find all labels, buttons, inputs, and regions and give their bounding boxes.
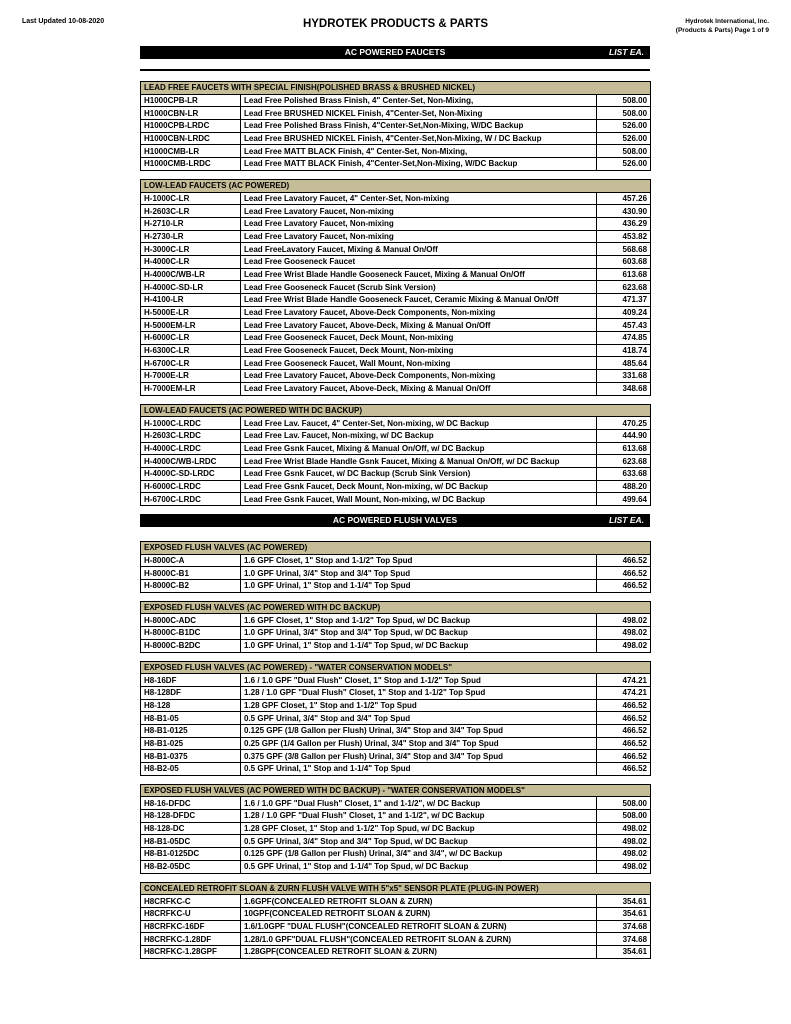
table-row — [141, 712, 651, 725]
section-header: CONCEALED RETROFIT SLOAN & ZURN FLUSH VALVE WITH 5"x5" SENSOR PLATE (PLUG-IN POWER) — [141, 882, 651, 895]
product-description: 1.28 GPF Closet, 1" Stop and 1-1/2" Top Spud, w/ DC Backup — [241, 822, 597, 835]
product-description: Lead Free MATT BLACK Finish, 4" Center-Set, Non-Mixing, — [241, 145, 597, 158]
table-row — [141, 907, 651, 920]
list-price: 466.52 — [597, 724, 651, 737]
list-price: 466.52 — [597, 737, 651, 750]
product-description: Lead Free Lavatory Faucet, Above-Deck Components, Non-mixing — [241, 370, 597, 383]
part-number: H-4100-LR — [141, 294, 241, 307]
table-row — [141, 205, 651, 218]
part-number: H-2603C-LRDC — [141, 429, 241, 442]
category-title: AC POWERED FLUSH VALVES — [332, 515, 458, 525]
table-row — [141, 281, 651, 294]
product-description: 10GPF(CONCEALED RETROFIT SLOAN & ZURN) — [241, 907, 597, 920]
table-row — [141, 467, 651, 480]
list-price: 418.74 — [597, 344, 651, 357]
table-row — [141, 554, 651, 567]
list-price: 453.82 — [597, 230, 651, 243]
product-description: 1.28 GPF Closet, 1" Stop and 1-1/2" Top Spud — [241, 699, 597, 712]
part-number: H1000CMB-LRDC — [141, 158, 241, 171]
list-price: 436.29 — [597, 217, 651, 230]
list-price: 498.02 — [597, 835, 651, 848]
list-price: 568.68 — [597, 243, 651, 256]
part-number: H8-128-DC — [141, 822, 241, 835]
list-price: 508.00 — [597, 94, 651, 107]
part-number: H-7000E-LR — [141, 370, 241, 383]
product-description: 0.5 GPF Urinal, 1" Stop and 1-1/4" Top Spud, w/ DC Backup — [241, 860, 597, 873]
product-table — [140, 661, 651, 776]
list-price-label: LIST EA. — [609, 515, 644, 525]
list-price: 499.64 — [597, 493, 651, 506]
product-description: 1.0 GPF Urinal, 1" Stop and 1-1/4" Top Spud, w/ DC Backup — [241, 639, 597, 652]
product-description: Lead Free Wrist Blade Handle Gooseneck Faucet, Ceramic Mixing & Manual On/Off — [241, 294, 597, 307]
product-description: Lead Free Lavatory Faucet, Above-Deck, Mixing & Manual On/Off — [241, 319, 597, 332]
part-number: H8-B1-0375 — [141, 750, 241, 763]
part-number: H1000CMB-LR — [141, 145, 241, 158]
list-price: 466.52 — [597, 763, 651, 776]
list-price: 633.68 — [597, 467, 651, 480]
part-number: H8CRFKC-C — [141, 895, 241, 908]
table-row — [141, 255, 651, 268]
part-number: H8-B1-0125DC — [141, 848, 241, 861]
table-row — [141, 442, 651, 455]
part-number: H8-128 — [141, 699, 241, 712]
part-number: H8CRFKC-1.28DF — [141, 933, 241, 946]
product-description: Lead Free Wrist Blade Handle Gsnk Faucet, Mixing & Manual On/Off, w/ DC Backup — [241, 455, 597, 468]
product-description: 0.5 GPF Urinal, 3/4" Stop and 3/4" Top Spud, w/ DC Backup — [241, 835, 597, 848]
product-description: 0.125 GPF (1/8 Gallon per Flush) Urinal, 3/4" Stop and 3/4" Top Spud — [241, 724, 597, 737]
product-description: Lead Free Gooseneck Faucet (Scrub Sink Version) — [241, 281, 597, 294]
list-price: 526.00 — [597, 120, 651, 133]
product-description: Lead Free Lavatory Faucet, Above-Deck Components, Non-mixing — [241, 306, 597, 319]
table-row — [141, 933, 651, 946]
table-row — [141, 217, 651, 230]
table-row — [141, 319, 651, 332]
product-table — [140, 784, 651, 874]
part-number: H-5000E-LR — [141, 306, 241, 319]
product-description: Lead Free Lavatory Faucet, 4" Center-Set, Non-mixing — [241, 192, 597, 205]
table-row — [141, 230, 651, 243]
table-row — [141, 810, 651, 823]
table-row — [141, 493, 651, 506]
part-number: H1000CPB-LRDC — [141, 120, 241, 133]
list-price: 526.00 — [597, 158, 651, 171]
product-table — [140, 404, 651, 507]
category-title: AC POWERED FAUCETS — [344, 47, 446, 57]
product-table — [140, 179, 651, 396]
list-price: 623.68 — [597, 281, 651, 294]
category-banner — [140, 514, 650, 527]
part-number: H-6000C-LRDC — [141, 480, 241, 493]
product-table — [140, 882, 651, 959]
part-number: H-6000C-LR — [141, 332, 241, 345]
table-row — [141, 860, 651, 873]
part-number: H1000CBN-LRDC — [141, 132, 241, 145]
table-row — [141, 268, 651, 281]
product-description: 0.25 GPF (1/4 Gallon per Flush) Urinal, 3/4" Stop and 3/4" Top Spud — [241, 737, 597, 750]
part-number: H-4000C/WB-LR — [141, 268, 241, 281]
section-header: EXPOSED FLUSH VALVES (AC POWERED) - "WATER CONSERVATION MODELS" — [141, 661, 651, 674]
table-row — [141, 763, 651, 776]
product-description: Lead Free Lavatory Faucet, Non-mixing — [241, 230, 597, 243]
product-description: Lead Free Lav. Faucet, 4" Center-Set, Non-mixing, w/ DC Backup — [241, 417, 597, 430]
product-description: 0.125 GPF (1/8 Gallon per Flush) Urinal, 3/4" and 3/4", w/ DC Backup — [241, 848, 597, 861]
part-number: H8-B1-0125 — [141, 724, 241, 737]
part-number: H-5000EM-LR — [141, 319, 241, 332]
part-number: H-4000C-LR — [141, 255, 241, 268]
part-number: H8-128DF — [141, 686, 241, 699]
product-description: Lead Free Lav. Faucet, Non-mixing, w/ DC Backup — [241, 429, 597, 442]
table-row — [141, 480, 651, 493]
product-description: Lead Free Polished Brass Finish, 4" Center-Set, Non-Mixing, — [241, 94, 597, 107]
part-number: H-8000C-B1 — [141, 567, 241, 580]
product-description: Lead Free Polished Brass Finish, 4"Center-Set,Non-Mixing, W/DC Backup — [241, 120, 597, 133]
product-description: Lead Free Gooseneck Faucet — [241, 255, 597, 268]
list-price: 474.85 — [597, 332, 651, 345]
list-price: 498.02 — [597, 639, 651, 652]
product-table — [140, 81, 651, 171]
section-header: EXPOSED FLUSH VALVES (AC POWERED WITH DC BACKUP) — [141, 601, 651, 614]
product-description: 1.6GPF(CONCEALED RETROFIT SLOAN & ZURN) — [241, 895, 597, 908]
last-updated: Last Updated 10-08-2020 — [22, 18, 105, 25]
list-price: 354.61 — [597, 945, 651, 958]
list-price: 354.61 — [597, 895, 651, 908]
part-number: H-8000C-A — [141, 554, 241, 567]
part-number: H-4000C-SD-LRDC — [141, 467, 241, 480]
list-price: 623.68 — [597, 455, 651, 468]
product-description: 1.0 GPF Urinal, 3/4" Stop and 3/4" Top Spud, w/ DC Backup — [241, 627, 597, 640]
list-price: 466.52 — [597, 580, 651, 593]
table-row — [141, 357, 651, 370]
table-row — [141, 580, 651, 593]
table-row — [141, 382, 651, 395]
table-row — [141, 243, 651, 256]
table-row — [141, 920, 651, 933]
table-row — [141, 945, 651, 958]
part-number: H-1000C-LRDC — [141, 417, 241, 430]
part-number: H8-128-DFDC — [141, 810, 241, 823]
list-price: 526.00 — [597, 132, 651, 145]
section-header: EXPOSED FLUSH VALVES (AC POWERED) — [141, 542, 651, 555]
company-info — [676, 17, 769, 35]
list-price: 613.68 — [597, 268, 651, 281]
section-header: EXPOSED FLUSH VALVES (AC POWERED WITH DC BACKUP) - "WATER CONSERVATION MODELS" — [141, 784, 651, 797]
table-row — [141, 895, 651, 908]
product-description: 1.28 / 1.0 GPF "Dual Flush" Closet, 1" Stop and 1-1/2" Top Spud — [241, 686, 597, 699]
product-description: Lead Free MATT BLACK Finish, 4"Center-Set,Non-Mixing, W/DC Backup — [241, 158, 597, 171]
list-price: 457.43 — [597, 319, 651, 332]
product-description: Lead FreeLavatory Faucet, Mixing & Manual On/Off — [241, 243, 597, 256]
product-description: Lead Free Gooseneck Faucet, Deck Mount, Non-mixing — [241, 344, 597, 357]
product-description: 0.5 GPF Urinal, 1" Stop and 1-1/4" Top Spud — [241, 763, 597, 776]
product-description: 1.28 / 1.0 GPF "Dual Flush" Closet, 1" and 1-1/2", w/ DC Backup — [241, 810, 597, 823]
part-number: H8-B1-05 — [141, 712, 241, 725]
part-number: H8CRFKC-U — [141, 907, 241, 920]
section-header: LOW-LEAD FAUCETS (AC POWERED WITH DC BACKUP) — [141, 404, 651, 417]
divider — [140, 69, 650, 71]
table-row — [141, 145, 651, 158]
product-description: 1.6 GPF Closet, 1" Stop and 1-1/2" Top Spud, w/ DC Backup — [241, 614, 597, 627]
product-description: 1.6 / 1.0 GPF "Dual Flush" Closet, 1" and 1-1/2", w/ DC Backup — [241, 797, 597, 810]
list-price: 498.02 — [597, 822, 651, 835]
part-number: H-6700C-LR — [141, 357, 241, 370]
list-price: 409.24 — [597, 306, 651, 319]
product-description: Lead Free Wrist Blade Handle Gooseneck Faucet, Mixing & Manual On/Off — [241, 268, 597, 281]
page-number: (Products & Parts) Page 1 of 9 — [675, 27, 769, 34]
product-description: Lead Free Gsnk Faucet, w/ DC Backup (Scrub Sink Version) — [241, 467, 597, 480]
list-price: 466.52 — [597, 750, 651, 763]
part-number: H-8000C-ADC — [141, 614, 241, 627]
table-row — [141, 192, 651, 205]
table-row — [141, 627, 651, 640]
table-row — [141, 724, 651, 737]
part-number: H-1000C-LR — [141, 192, 241, 205]
product-description: Lead Free BRUSHED NICKEL Finish, 4"Center-Set,Non-Mixing, W / DC Backup — [241, 132, 597, 145]
product-description: 1.6 / 1.0 GPF "Dual Flush" Closet, 1" Stop and 1-1/2" Top Spud — [241, 674, 597, 687]
table-row — [141, 699, 651, 712]
list-price: 466.52 — [597, 554, 651, 567]
part-number: H8-B2-05DC — [141, 860, 241, 873]
list-price: 354.61 — [597, 907, 651, 920]
list-price: 374.68 — [597, 933, 651, 946]
list-price: 471.37 — [597, 294, 651, 307]
table-row — [141, 332, 651, 345]
list-price: 457.26 — [597, 192, 651, 205]
table-row — [141, 614, 651, 627]
list-price: 474.21 — [597, 686, 651, 699]
product-description: Lead Free Gsnk Faucet, Wall Mount, Non-mixing, w/ DC Backup — [241, 493, 597, 506]
product-description: 1.28/1.0 GPF"DUAL FLUSH"(CONCEALED RETROFIT SLOAN & ZURN) — [241, 933, 597, 946]
list-price: 466.52 — [597, 567, 651, 580]
section-header: LOW-LEAD FAUCETS (AC POWERED) — [141, 179, 651, 192]
product-description: Lead Free BRUSHED NICKEL Finish, 4"Center-Set, Non-Mixing — [241, 107, 597, 120]
part-number: H8-B1-025 — [141, 737, 241, 750]
part-number: H-7000EM-LR — [141, 382, 241, 395]
list-price: 430.90 — [597, 205, 651, 218]
table-row — [141, 848, 651, 861]
list-price: 508.00 — [597, 810, 651, 823]
part-number: H-6300C-LR — [141, 344, 241, 357]
list-price: 508.00 — [597, 107, 651, 120]
part-number: H-4000C-LRDC — [141, 442, 241, 455]
table-row — [141, 822, 651, 835]
part-number: H-4000C-SD-LR — [141, 281, 241, 294]
list-price: 466.52 — [597, 712, 651, 725]
part-number: H8-16-DFDC — [141, 797, 241, 810]
product-table — [140, 541, 651, 593]
product-table — [140, 601, 651, 653]
table-row — [141, 132, 651, 145]
price-list — [140, 46, 650, 967]
part-number: H8CRFKC-16DF — [141, 920, 241, 933]
part-number: H-8000C-B2 — [141, 580, 241, 593]
section-header: LEAD FREE FAUCETS WITH SPECIAL FINISH(POLISHED BRASS & BRUSHED NICKEL) — [141, 82, 651, 95]
product-description: Lead Free Gsnk Faucet, Mixing & Manual On/Off, w/ DC Backup — [241, 442, 597, 455]
list-price-label: LIST EA. — [609, 47, 644, 57]
product-description: 0.5 GPF Urinal, 3/4" Stop and 3/4" Top Spud — [241, 712, 597, 725]
table-row — [141, 674, 651, 687]
table-row — [141, 107, 651, 120]
list-price: 331.68 — [597, 370, 651, 383]
table-row — [141, 294, 651, 307]
part-number: H1000CBN-LR — [141, 107, 241, 120]
list-price: 498.02 — [597, 614, 651, 627]
list-price: 474.21 — [597, 674, 651, 687]
part-number: H-6700C-LRDC — [141, 493, 241, 506]
table-row — [141, 686, 651, 699]
part-number: H8-16DF — [141, 674, 241, 687]
part-number: H8-B2-05 — [141, 763, 241, 776]
table-row — [141, 344, 651, 357]
product-description: 0.375 GPF (3/8 Gallon per Flush) Urinal, 3/4" Stop and 3/4" Top Spud — [241, 750, 597, 763]
part-number: H-3000C-LR — [141, 243, 241, 256]
table-row — [141, 94, 651, 107]
part-number: H-8000C-B2DC — [141, 639, 241, 652]
table-row — [141, 120, 651, 133]
product-description: Lead Free Gooseneck Faucet, Wall Mount, Non-mixing — [241, 357, 597, 370]
page-title: HYDROTEK PRODUCTS & PARTS — [302, 18, 489, 30]
list-price: 613.68 — [597, 442, 651, 455]
table-row — [141, 417, 651, 430]
list-price: 508.00 — [597, 145, 651, 158]
list-price: 485.64 — [597, 357, 651, 370]
table-row — [141, 306, 651, 319]
part-number: H-8000C-B1DC — [141, 627, 241, 640]
part-number: H-2730-LR — [141, 230, 241, 243]
table-row — [141, 737, 651, 750]
list-price: 603.68 — [597, 255, 651, 268]
list-price: 498.02 — [597, 848, 651, 861]
list-price: 444.90 — [597, 429, 651, 442]
part-number: H-2710-LR — [141, 217, 241, 230]
table-row — [141, 639, 651, 652]
list-price: 488.20 — [597, 480, 651, 493]
list-price: 498.02 — [597, 860, 651, 873]
company-name: Hydrotek International, Inc. — [685, 18, 769, 25]
product-description: Lead Free Lavatory Faucet, Non-mixing — [241, 217, 597, 230]
part-number: H8CRFKC-1.28GPF — [141, 945, 241, 958]
table-row — [141, 750, 651, 763]
part-number: H8-B1-05DC — [141, 835, 241, 848]
product-description: 1.0 GPF Urinal, 1" Stop and 1-1/4" Top Spud — [241, 580, 597, 593]
table-row — [141, 567, 651, 580]
list-price: 374.68 — [597, 920, 651, 933]
list-price: 470.25 — [597, 417, 651, 430]
list-price: 508.00 — [597, 797, 651, 810]
table-row — [141, 158, 651, 171]
product-description: Lead Free Gooseneck Faucet, Deck Mount, Non-mixing — [241, 332, 597, 345]
list-price: 466.52 — [597, 699, 651, 712]
product-description: Lead Free Lavatory Faucet, Above-Deck, Mixing & Manual On/Off — [241, 382, 597, 395]
list-price: 498.02 — [597, 627, 651, 640]
product-description: 1.28GPF(CONCEALED RETROFIT SLOAN & ZURN) — [241, 945, 597, 958]
part-number: H-2603C-LR — [141, 205, 241, 218]
table-row — [141, 370, 651, 383]
table-row — [141, 429, 651, 442]
list-price: 348.68 — [597, 382, 651, 395]
product-description: 1.6/1.0GPF "DUAL FLUSH"(CONCEALED RETROFIT SLOAN & ZURN) — [241, 920, 597, 933]
product-description: 1.6 GPF Closet, 1" Stop and 1-1/2" Top Spud — [241, 554, 597, 567]
part-number: H-4000C/WB-LRDC — [141, 455, 241, 468]
product-description: 1.0 GPF Urinal, 3/4" Stop and 3/4" Top Spud — [241, 567, 597, 580]
table-row — [141, 455, 651, 468]
product-description: Lead Free Lavatory Faucet, Non-mixing — [241, 205, 597, 218]
table-row — [141, 835, 651, 848]
product-description: Lead Free Gsnk Faucet, Deck Mount, Non-mixing, w/ DC Backup — [241, 480, 597, 493]
table-row — [141, 797, 651, 810]
part-number: H1000CPB-LR — [141, 94, 241, 107]
category-banner — [140, 46, 650, 59]
